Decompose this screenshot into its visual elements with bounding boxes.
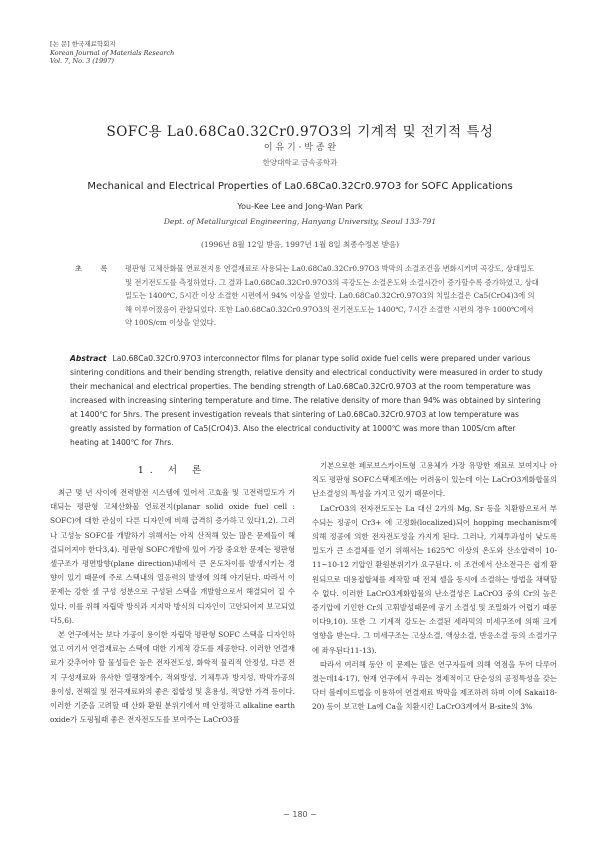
body-column-right (312, 459, 557, 715)
abstract-english-label: Abstract (70, 354, 107, 363)
page-number: − 180 − (283, 810, 317, 819)
body-paragraph: LaCrO3의 전자전도도는 La 대신 2가의 Mg, Sr 등을 치환함으로서 부수되는 정공이 Cr3+ 에 고정화(localized)되어 hopping mechanism에 의해 정공에 의한 전자전도성을 가지게 된다. 그러나, 기체투과성이 낮도록 밀도가 큰 소결체를 얻기 위해서는 1625℃ 이상의 온도와 산소압력이 10-11~10-12 기압인 환원분위기가 요구된다. 이 조건에서 산소전극은 쉽게 환원되므로 대용접합체를 제작할 때 전체 셀을 동시에 소결하는 방법을 채택할 수 없다. 이러한 LaCrO3계화합물의 난소결성은 LaCrO3 중의 Cr의 높은 증기압에 기인한 Cr의 고휘발성때문에 공기 소결성 및 조밀화가 어렵기 때문이다9,10). 또한 그 기계적 강도는 소결된 세라믹의 미세구조에 의해 크게 영향을 받는다. 그 미세구조는 고상소결, 액상소결, 반응소결 등의 소결기구에 좌우된다11-13). (312, 503, 557, 655)
journal-volume: Vol. 7, No. 3 (1997) (50, 57, 114, 65)
authors-korean: 이 유 기 · 박 종 완 (263, 143, 337, 153)
received-dates: (1996년 8월 12일 받음, 1997년 1월 8일 최종수정본 받음) (200, 240, 399, 249)
paper-title-korean: SOFC용 La0.68Ca0.32Cr0.97O3의 기계적 및 전기적 특성 (106, 124, 494, 140)
journal-header (50, 40, 174, 66)
journal-name-ko: [논 문] 한국재료학회지 (50, 40, 116, 48)
section-heading-introduction: 1. 서 론 (137, 465, 208, 476)
abstract-korean-label: 초 록 (75, 264, 116, 273)
abstract-korean-text: 평판형 고체산화물 연료전지용 연결재료로 사용되는 La0.68Ca0.32Cr0.97O3 박막의 소결조건을 변화시키며 곡강도, 상대밀도 및 전기전도도를 측정하였다. 그 결과 La0.68Ca0.32Cr0.97O3의 곡강도는 소결온도와 소결시간이 증가할수록 증가하였고, 상대밀도는 1400℃, 5시간 이상 소결한 시편에서 94% 이상을 얻었다. La0.68Ca0.32Cr0.97O3의 치밀소결은 Ca5(CrO4)3에 의해 이루어졌음이 관찰되었다. 또한 La0.68Ca0.32Cr0.97O3의 전기전도도는 1400℃, 7시간 소결한 시편의 경우 1000℃에서 약 100S/cm 이상을 얻었다. (125, 264, 539, 327)
affiliation-korean: 한양대학교 금속공학과 (262, 158, 338, 167)
body-paragraph: 따라서 여러해 동안 이 문제는 많은 연구자들에 의해 역점을 두어 다루어졌는데14-17), 현재 연구에서 우리는 경제적이고 단순성의 공정특성을 갖는 닥터 블레이드법을 이용하여 연결재료 박막을 제조하려 하며 이에 Sakai18-20) 등이 보고한 La에 Ca을 치환시킨 LaCrO3계에서 B-site의 3% (312, 659, 557, 712)
authors-english: You-Kee Lee and Jong-Wan Park (237, 202, 363, 211)
paper-title-english: Mechanical and Electrical Properties of La0.68Ca0.32Cr0.97O3 for SOFC Applications (87, 181, 513, 192)
abstract-korean (75, 262, 540, 330)
body-paragraph: 최근 몇 년 사이에 전력발전 시스템에 있어서 고효율 및 고전력밀도가 기대되는 평판형 고체산화물 연료전지(planar solid oxide fuel cell : SOFC)에 대한 관심이 다른 디자인에 비해 급격히 증가하고 있다1,2). 그러나 고성능 SOFC를 개발하기 위해서는 아직 산적해 있는 많은 문제들이 해결되어져야 한다3,4). 평판형 SOFC개발에 있어 가장 중요한 문제는 평판형 셀구조가 평면방향(plane direction)내에서 큰 온도차이를 발생시키는 경향이 있기 때문에 주로 스택내의 열응력의 발생에 의해 야기된다. 따라서 이 문제는 강한 셀 구성 성분으로 구성된 스택을 개발함으로서 해결되어 질 수 있다. 이를 위해 자립막 방식과 지지막 방식의 디자인이 고안되어져 보고되었다5,6). (50, 488, 295, 625)
body-paragraph: 본 연구에서는 보다 가공이 용이한 자립막 평판형 SOFC 스택을 디자인하였고 여기서 연결재료는 스택에 대한 기계적 강도를 제공한다. 이러한 연결재료가 갖추어야 할 물성들은 높은 전자전도성, 화학적 물리적 안정성, 다른 전지 구성재료와 유사한 열팽창계수, 적외방성, 기체투과 방지성, 박막가공의 용이성, 전해질 및 전극재료와의 좋은 접합성 및 혼용성, 적당한 가격 등이다. 이러한 기준을 고려할 때 산화 환원 분위기에서 매 안정하고 alkaline earth oxide가 도핑될때 좋은 전자전도도를 보여주는 LaCrO3를 (50, 630, 295, 725)
body-column-left (50, 486, 295, 727)
abstract-english (70, 352, 545, 450)
journal-name-en: Korean Journal of Materials Research (50, 48, 175, 57)
abstract-english-text: La0.68Ca0.32Cr0.97O3 interconnector films for planar type solid oxide fuel cells were prepared under various sintering conditions and their bending strength, relative density and electrical conductivity were measured in order to study their mechanical and electrical properties. The bending strength of La0.68Ca0.32Cr0.97O3 at the room temperature was increased with increasing sintering temperature and time. The relative density of more than 94% was obtained by sintering at 1400℃ for 5hrs. The present investigation reveals that sintering of La0.68Ca0.32Cr0.97O3 at low temperature was greatly assisted by formation of Ca5(CrO4)3. Also the electrical conductivity at 1000℃ was more than 100S/cm after heating at 1400℃ for 7hrs. (70, 354, 543, 447)
body-paragraph: 기본으로한 페로브스카이트형 고용체가 가장 유망한 재료로 보여지나 아직도 평판형 SOFC스택제조에는 어려움이 있는데 이는 LaCrO3계화합물의 난소결성의 특성을 가지고 있기 때문이다. (312, 461, 557, 499)
affiliation-english: Dept. of Metallurgical Engineering, Hanyang University, Seoul 133-791 (163, 217, 437, 226)
